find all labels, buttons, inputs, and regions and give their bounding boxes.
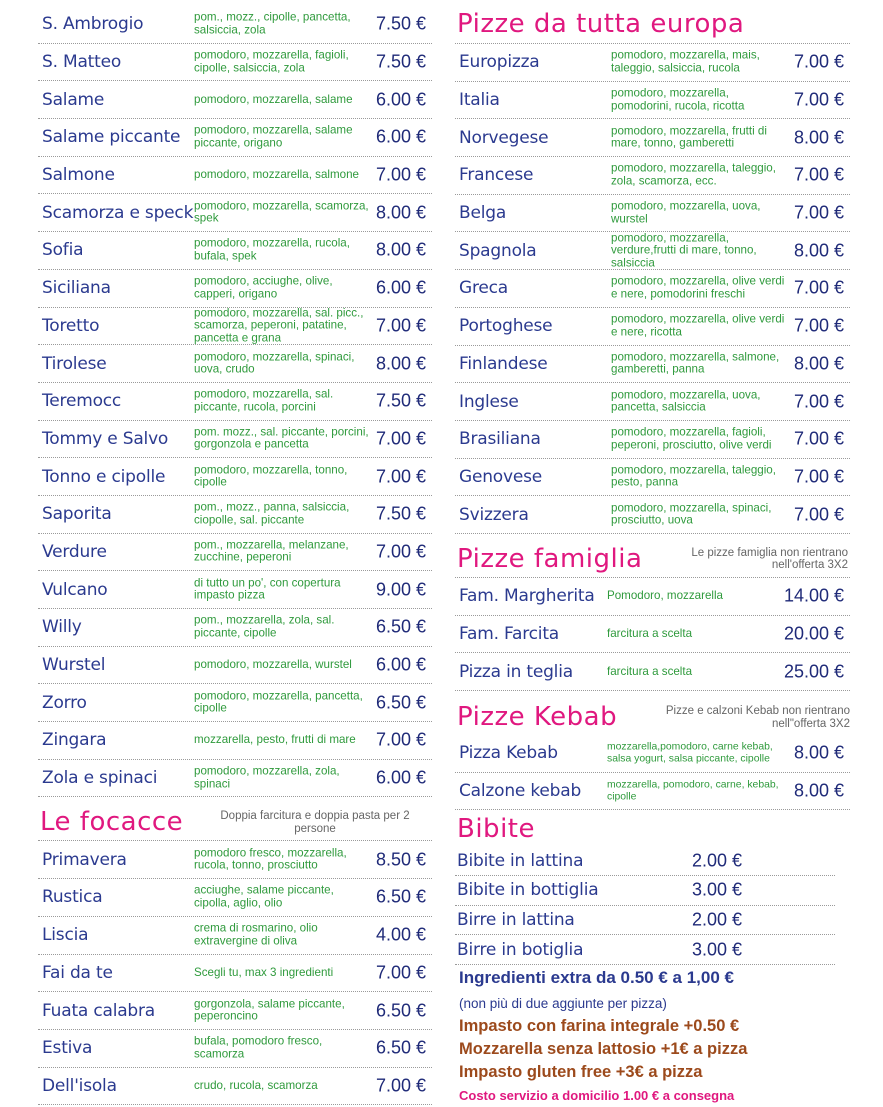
item-price: 8.00 €: [793, 127, 844, 148]
item-name: Wurstel: [42, 655, 106, 676]
extra-lattosio: Mozzarella senza lattosio +1€ a pizza: [459, 1040, 748, 1058]
item-price: 6.00 €: [375, 89, 426, 110]
item-price: 7.00 €: [375, 962, 426, 983]
item-name: Salame piccante: [42, 127, 181, 148]
item-price: 6.00 €: [375, 767, 426, 788]
item-name: Spagnola: [459, 240, 537, 261]
item-ingredients: pomodoro, mozzarella, rucola, bufala, spek: [194, 236, 350, 263]
item-price: 7.00 €: [793, 89, 844, 110]
item-ingredients: pomodoro, mozzarella, uova, wurstel: [611, 199, 761, 226]
item-name: Tirolese: [42, 353, 107, 374]
item-price: 6.50 €: [375, 1000, 426, 1021]
item-ingredients: bufala, pomodoro fresco, scamorza: [194, 1034, 323, 1061]
item-ingredients: pomodoro, mozzarella, wurstel: [194, 657, 352, 671]
item-name: Liscia: [42, 925, 89, 946]
item-name: Portoghese: [459, 316, 553, 337]
menu-item: [38, 955, 432, 993]
item-name: Pizza Kebab: [459, 743, 558, 764]
item-price: 7.00 €: [375, 428, 426, 449]
item-name: Italia: [459, 90, 500, 111]
item-ingredients: pomodoro, mozzarella, tonno, cipolle: [194, 463, 348, 489]
item-name: Fai da te: [42, 962, 113, 983]
menu-item: [455, 653, 850, 691]
item-price: 6.00 €: [375, 277, 426, 298]
item-name: Siciliana: [42, 278, 111, 299]
item-name: Teremocc: [42, 391, 122, 412]
item-price: 7.00 €: [375, 315, 426, 336]
item-price: 7.00 €: [793, 277, 844, 298]
menu-item: [38, 992, 432, 1030]
menu-item: [455, 383, 850, 421]
item-price: 4.00 €: [375, 924, 426, 945]
item-ingredients: di tutto un po', con copertura impasto pizza: [194, 576, 341, 602]
famiglia-note: Le pizze famiglia non rientrano nell'offerta 3X2: [691, 546, 848, 572]
item-name: Sofia: [42, 240, 84, 261]
item-price: 8.00 €: [793, 353, 844, 374]
item-name: Fuata calabra: [42, 1000, 156, 1021]
menu-item: [38, 44, 432, 82]
kebab-header: [455, 691, 850, 735]
item-ingredients: pomodoro, mozzarella, taleggio, pesto, panna: [611, 463, 776, 489]
item-name: Toretto: [42, 315, 100, 336]
item-name: Norvegese: [459, 127, 549, 148]
menu-item: [38, 496, 432, 534]
item-price: 7.50 €: [375, 51, 426, 72]
item-price: 7.50 €: [375, 13, 426, 34]
menu-item: [38, 571, 432, 609]
item-price: 8.50 €: [375, 849, 426, 870]
item-price: 2.00 €: [692, 850, 743, 871]
menu-item: [38, 6, 432, 44]
item-price: 7.50 €: [375, 390, 426, 411]
menu-item: [455, 195, 850, 233]
bibite-title: Bibite: [457, 814, 535, 845]
item-price: 8.00 €: [375, 353, 426, 374]
item-name: Tommy e Salvo: [42, 428, 169, 449]
item-name: Tonno e cipolle: [42, 466, 166, 487]
item-ingredients: pomodoro, mozzarella, sal. picc., scamorza, peperoni, patatine, pancetta e grana: [194, 306, 364, 345]
item-name: Genovese: [459, 466, 543, 487]
item-ingredients: pomodoro, mozzarella, spinaci, prosciutto, uova: [611, 501, 772, 527]
menu-item: [38, 841, 432, 879]
item-name: Birre in botiglia: [457, 939, 584, 960]
menu-item: [455, 773, 850, 811]
item-name: Willy: [42, 617, 82, 638]
item-ingredients: crudo, rucola, scamorza: [194, 1078, 318, 1092]
menu-item: [38, 1068, 432, 1106]
extra-servizio: Costo servizio a domicilio 1.00 € a consegna: [459, 1088, 735, 1103]
item-ingredients: pom., mozz., panna, salsiccia, ciopolle, sal. piccante: [194, 500, 350, 527]
menu-item: [38, 917, 432, 955]
menu-item: [455, 82, 850, 120]
item-ingredients: pom., mozzarella, zola, sal. piccante, cipolle: [194, 613, 335, 640]
item-ingredients: pomodoro, mozzarella, pomodorini, rucola, ricotta: [611, 86, 745, 113]
item-price: 6.50 €: [375, 692, 426, 713]
item-ingredients: pomodoro, mozzarella, zola, spinaci: [194, 764, 340, 791]
item-name: Finlandese: [459, 353, 548, 374]
item-ingredients: pom., mozz., cipolle, pancetta, salsiccia, zola: [194, 10, 351, 37]
item-price: 8.00 €: [375, 202, 426, 223]
menu-item: [455, 270, 850, 308]
item-price: 7.00 €: [793, 315, 844, 336]
menu-item: [38, 119, 432, 157]
item-name: Fam. Margherita: [459, 586, 595, 607]
menu-item: [455, 935, 835, 965]
menu-item: [38, 81, 432, 119]
item-ingredients: pomodoro, mozzarella, olive verdi e nere, pomodorini freschi: [611, 274, 785, 301]
item-price: 3.00 €: [692, 939, 743, 960]
right-column: [455, 0, 850, 965]
item-ingredients: pomodoro, mozzarella, frutti di mare, tonno, gamberetti: [611, 124, 767, 150]
item-price: 25.00 €: [783, 661, 844, 682]
extra-limite: (non più di due aggiunte per pizza): [459, 996, 667, 1011]
item-price: 7.00 €: [793, 164, 844, 185]
item-ingredients: pomodoro, mozzarella, spinaci, uova, crudo: [194, 350, 355, 376]
menu-item: [455, 578, 850, 616]
item-name: Pizza in teglia: [459, 661, 573, 682]
item-price: 6.50 €: [375, 1037, 426, 1058]
item-price: 7.00 €: [375, 541, 426, 562]
menu-item: [455, 346, 850, 384]
item-ingredients: pomodoro, mozzarella, verdure,frutti di mare, tonno, salsiccia: [611, 231, 757, 270]
item-price: 7.00 €: [793, 51, 844, 72]
item-ingredients: farcitura a scelta: [607, 664, 693, 678]
item-price: 9.00 €: [375, 579, 426, 600]
item-ingredients: pomodoro, mozzarella, salmone, gamberetti, panna: [611, 350, 780, 376]
item-name: Belga: [459, 203, 507, 224]
item-name: Scamorza e speck: [42, 202, 194, 223]
kebab-title: Pizze Kebab: [457, 702, 618, 732]
item-ingredients: pomodoro, mozzarella, taleggio, zola, scamorza, ecc.: [611, 161, 776, 188]
item-name: Europizza: [459, 52, 540, 73]
item-name: Brasiliana: [459, 429, 541, 450]
item-ingredients: farcitura a scelta: [607, 626, 693, 640]
menu-item: [455, 421, 850, 459]
item-name: Verdure: [42, 541, 107, 562]
item-ingredients: acciughe, salame piccante, cipolla, aglio, olio: [194, 883, 334, 910]
focacce-header: [38, 797, 432, 841]
item-name: Salame: [42, 89, 105, 110]
item-ingredients: pomodoro, mozzarella, salmone: [194, 167, 359, 181]
item-price: 7.00 €: [375, 466, 426, 487]
item-price: 6.50 €: [375, 886, 426, 907]
menu-item: [38, 345, 432, 383]
item-ingredients: pomodoro, mozzarella, salame piccante, origano: [194, 123, 353, 150]
item-ingredients: gorgonzola, salame piccante, peperoncino: [194, 997, 345, 1023]
item-price: 7.00 €: [793, 391, 844, 412]
item-price: 8.00 €: [793, 240, 844, 261]
item-name: Primavera: [42, 849, 127, 870]
menu-item: [38, 722, 432, 760]
item-price: 8.00 €: [375, 239, 426, 260]
menu-item: [38, 232, 432, 270]
menu-item: [38, 760, 432, 798]
item-ingredients: pomodoro, mozzarella, fagioli, cipolle, salsiccia, zola: [194, 48, 349, 75]
item-price: 7.00 €: [375, 1075, 426, 1096]
item-name: Saporita: [42, 504, 112, 525]
menu-item: [455, 308, 850, 346]
menu-item: [455, 157, 850, 195]
item-price: 2.00 €: [692, 909, 743, 930]
item-ingredients: pomodoro fresco, mozzarella, rucola, tonno, prosciutto: [194, 846, 347, 872]
item-ingredients: pom. mozz., sal. piccante, porcini, gorgonzola e pancetta: [194, 425, 369, 451]
item-price: 7.00 €: [793, 202, 844, 223]
item-price: 7.00 €: [793, 504, 844, 525]
item-ingredients: mozzarella, pesto, frutti di mare: [194, 733, 356, 747]
item-name: Zingara: [42, 730, 107, 751]
menu-item: [38, 609, 432, 647]
menu-item: [38, 458, 432, 496]
menu-item: [38, 1030, 432, 1068]
menu-item: [455, 846, 835, 876]
item-name: Bibite in bottiglia: [457, 880, 599, 901]
item-ingredients: pomodoro, mozzarella, uova, pancetta, salsiccia: [611, 388, 761, 414]
menu-item: [455, 906, 835, 936]
item-ingredients: pom., mozzarella, melanzane, zucchine, peperoni: [194, 538, 349, 564]
item-price: 6.00 €: [375, 126, 426, 147]
menu-item: [38, 157, 432, 195]
item-ingredients: pomodoro, mozzarella, scamorza, spek: [194, 199, 369, 225]
europa-title: Pizze da tutta europa: [457, 9, 745, 39]
item-name: S. Matteo: [42, 52, 122, 73]
menu-item: [455, 459, 850, 497]
item-price: 14.00 €: [783, 585, 844, 606]
item-name: Greca: [459, 278, 509, 299]
item-price: 8.00 €: [793, 742, 844, 763]
europa-header: [455, 0, 850, 44]
item-name: Inglese: [459, 391, 519, 412]
left-column: [38, 0, 432, 1105]
item-price: 8.00 €: [793, 780, 844, 801]
focacce-note: Doppia farcitura e doppia pasta per 2 persone: [220, 810, 410, 835]
extra-ingredienti: Ingredienti extra da 0.50 € a 1,00 €: [459, 968, 734, 987]
menu-item: [38, 383, 432, 421]
item-name: Calzone kebab: [459, 781, 582, 802]
menu-item: [455, 119, 850, 157]
item-name: Fam. Farcita: [459, 623, 560, 644]
item-price: 6.50 €: [375, 616, 426, 637]
item-ingredients: pomodoro, mozzarella, olive verdi e nere, ricotta: [611, 312, 785, 339]
famiglia-header: [455, 534, 850, 578]
item-name: Svizzera: [459, 504, 529, 525]
item-ingredients: crema di rosmarino, olio extravergine di oliva: [194, 921, 318, 948]
item-name: S. Ambrogio: [42, 14, 144, 35]
menu-item: [38, 684, 432, 722]
item-name: Birre in lattina: [457, 910, 575, 931]
menu-item: [38, 647, 432, 685]
item-price: 3.00 €: [692, 879, 743, 900]
item-name: Francese: [459, 165, 534, 186]
menu-item: [455, 496, 850, 534]
item-ingredients: pomodoro, mozzarella, fagioli, peperoni, prosciutto, olive verdi: [611, 425, 772, 452]
item-price: 7.00 €: [375, 164, 426, 185]
menu-item: [455, 735, 850, 773]
item-price: 6.00 €: [375, 654, 426, 675]
menu-item: [455, 616, 850, 654]
item-name: Salmone: [42, 165, 115, 186]
extra-integrale: Impasto con farina integrale +0.50 €: [459, 1017, 740, 1035]
item-price: 7.00 €: [375, 729, 426, 750]
famiglia-title: Pizze famiglia: [457, 543, 643, 574]
item-price: 7.50 €: [375, 503, 426, 524]
extra-gluten: Impasto gluten free +3€ a pizza: [459, 1063, 703, 1081]
item-ingredients: pomodoro, mozzarella, mais, taleggio, salsiccia, rucola: [611, 48, 760, 75]
menu-item: [38, 879, 432, 917]
item-price: 7.00 €: [793, 466, 844, 487]
item-name: Zola e spinaci: [42, 768, 158, 789]
item-name: Dell'isola: [42, 1075, 117, 1096]
item-ingredients: mozzarella,pomodoro, carne kebab, salsa yogurt, salsa piccante, cipolle: [607, 741, 773, 765]
item-ingredients: pomodoro, acciughe, olive, capperi, origano: [194, 274, 333, 301]
menu-item: [38, 270, 432, 308]
menu-item: [38, 194, 432, 232]
menu-item: [455, 876, 835, 906]
item-ingredients: Pomodoro, mozzarella: [607, 589, 723, 603]
item-name: Rustica: [42, 887, 103, 908]
menu-item: [455, 44, 850, 82]
item-ingredients: Scegli tu, max 3 ingredienti: [194, 965, 334, 979]
bibite-header: [455, 810, 850, 846]
item-name: Bibite in lattina: [457, 850, 584, 871]
menu-item: [455, 232, 850, 270]
item-price: 20.00 €: [783, 623, 844, 644]
item-ingredients: pomodoro, mozzarella, sal. piccante, rucola, porcini: [194, 387, 334, 414]
menu-item: [38, 421, 432, 459]
focacce-title: Le focacce: [40, 807, 184, 838]
item-ingredients: pomodoro, mozzarella, pancetta, cipolle: [194, 689, 363, 715]
item-ingredients: pomodoro, mozzarella, salame: [194, 92, 353, 106]
menu-item: [38, 308, 432, 346]
item-price: 7.00 €: [793, 428, 844, 449]
item-ingredients: mozzarella, pomodoro, carne, kebab, cipolle: [607, 779, 779, 803]
item-name: Zorro: [42, 692, 87, 713]
kebab-note: Pizze e calzoni Kebab non rientrano nell"offerta 3X2: [665, 705, 850, 730]
menu-item: [38, 534, 432, 572]
item-name: Estiva: [42, 1038, 93, 1059]
item-name: Vulcano: [42, 579, 108, 600]
